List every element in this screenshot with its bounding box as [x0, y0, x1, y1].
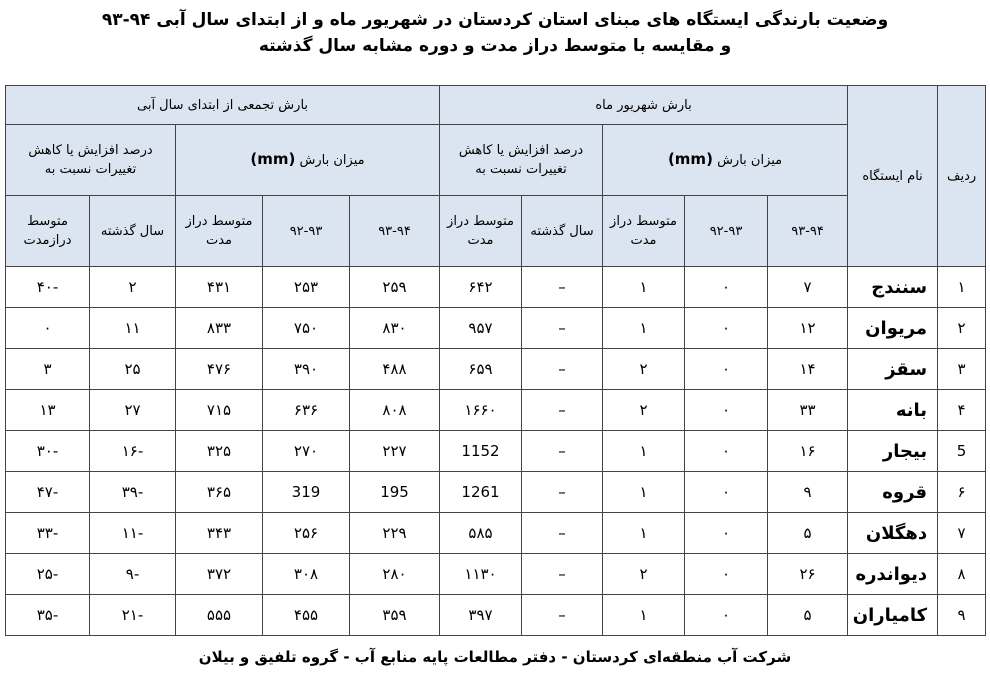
rain-amount-unit: (mm)	[667, 150, 713, 168]
mon-9394-cell: ۱۴	[768, 349, 848, 390]
col-header-cum-avg: متوسط دراز مدت	[176, 196, 263, 267]
row-number-cell: ۶	[938, 472, 986, 513]
cum-9394-cell: ۲۲۷	[350, 431, 440, 472]
mon-pct-avg-cell: 1152	[440, 431, 522, 472]
cum-pct-avg-cell: ۳	[6, 349, 90, 390]
mon-pct-last-cell: –	[522, 554, 603, 595]
cum-9293-cell: ۷۵۰	[263, 308, 350, 349]
col-header-cum-9394: ۹۳-۹۴	[350, 196, 440, 267]
row-number-cell: ۲	[938, 308, 986, 349]
cum-avg-cell: ۴۳۱	[176, 267, 263, 308]
cumulative-amount-header	[176, 125, 440, 196]
cum-pct-last-cell: -۲۱	[90, 595, 176, 636]
rain-amount-label: میزان بارش	[299, 153, 365, 168]
cum-avg-cell: ۳۷۲	[176, 554, 263, 595]
mon-avg-cell: ۱	[603, 431, 685, 472]
mon-9293-cell: ۰	[685, 431, 768, 472]
mon-9394-cell: ۵	[768, 513, 848, 554]
cum-9394-cell: ۸۰۸	[350, 390, 440, 431]
cum-avg-cell: ۷۱۵	[176, 390, 263, 431]
station-name-cell: کامیاران	[848, 595, 938, 636]
footer-source: شرکت آب منطقه‌ای کردستان - دفتر مطالعات پایه منابع آب - گروه تلفیق و بیلان	[198, 648, 792, 666]
cum-avg-cell: ۳۶۵	[176, 472, 263, 513]
cum-9293-cell: ۴۵۵	[263, 595, 350, 636]
cum-9293-cell: ۶۳۶	[263, 390, 350, 431]
mon-pct-avg-cell: ۳۹۷	[440, 595, 522, 636]
monthly-change-header: درصد افزایش یا کاهش تغییرات نسبت به	[440, 125, 603, 196]
col-header-cum-pct-avg: متوسط درازمدت	[6, 196, 90, 267]
mon-9293-cell: ۰	[685, 349, 768, 390]
cum-pct-avg-cell: -۴۰	[6, 267, 90, 308]
row-number-cell: ۷	[938, 513, 986, 554]
cum-pct-avg-cell: -۲۵	[6, 554, 90, 595]
cum-pct-last-cell: -۱۱	[90, 513, 176, 554]
rain-amount-unit: (mm)	[250, 150, 296, 168]
mon-9293-cell: ۰	[685, 267, 768, 308]
report-title-line1: وضعیت بارندگی ایستگاه های مبنای استان کردستان در شهریور ماه و از ابتدای سال آبی ۹۴-۹۳	[101, 10, 889, 30]
mon-9293-cell: ۰	[685, 595, 768, 636]
table-row	[6, 595, 986, 636]
row-number-cell: ۳	[938, 349, 986, 390]
cum-9293-cell: ۲۷۰	[263, 431, 350, 472]
station-header: نام ایستگاه	[848, 86, 938, 267]
station-name-cell: سنندج	[848, 267, 938, 308]
mon-avg-cell: ۲	[603, 390, 685, 431]
table-row	[6, 513, 986, 554]
mon-avg-cell: ۱	[603, 472, 685, 513]
row-number-header: ردیف	[938, 86, 986, 267]
mon-pct-last-cell: –	[522, 431, 603, 472]
station-name-cell: مریوان	[848, 308, 938, 349]
cum-pct-last-cell: ۲۵	[90, 349, 176, 390]
mon-9394-cell: ۱۶	[768, 431, 848, 472]
cumulative-group-header: بارش تجمعی از ابتدای سال آبی	[6, 86, 440, 125]
station-name-cell: سقز	[848, 349, 938, 390]
table-row	[6, 390, 986, 431]
mon-9293-cell: ۰	[685, 513, 768, 554]
station-name-cell: بیجار	[848, 431, 938, 472]
col-header-mon-pct-avg: متوسط دراز مدت	[440, 196, 522, 267]
mon-9394-cell: ۷	[768, 267, 848, 308]
mon-pct-last-cell: –	[522, 595, 603, 636]
mon-pct-last-cell: –	[522, 472, 603, 513]
mon-pct-avg-cell: ۱۱۳۰	[440, 554, 522, 595]
cum-pct-last-cell: -۳۹	[90, 472, 176, 513]
cum-9293-cell: ۳۹۰	[263, 349, 350, 390]
mon-9293-cell: ۰	[685, 390, 768, 431]
cum-9293-cell: ۳۰۸	[263, 554, 350, 595]
cum-pct-avg-cell: ۰	[6, 308, 90, 349]
cum-pct-last-cell: -۹	[90, 554, 176, 595]
rain-amount-label: میزان بارش	[717, 153, 783, 168]
mon-9293-cell: ۰	[685, 308, 768, 349]
mon-9293-cell: ۰	[685, 554, 768, 595]
cum-avg-cell: ۵۵۵	[176, 595, 263, 636]
table-row	[6, 554, 986, 595]
cum-9293-cell: ۲۵۳	[263, 267, 350, 308]
mon-avg-cell: ۲	[603, 349, 685, 390]
mon-pct-last-cell: –	[522, 308, 603, 349]
cum-9394-cell: 195	[350, 472, 440, 513]
table-row	[6, 431, 986, 472]
cum-9394-cell: ۳۵۹	[350, 595, 440, 636]
cum-pct-avg-cell: ۱۳	[6, 390, 90, 431]
mon-pct-avg-cell: ۵۸۵	[440, 513, 522, 554]
mon-pct-last-cell: –	[522, 513, 603, 554]
station-name-cell: دهگلان	[848, 513, 938, 554]
cum-avg-cell: ۳۴۳	[176, 513, 263, 554]
mon-pct-avg-cell: ۱۶۶۰	[440, 390, 522, 431]
mon-avg-cell: ۱	[603, 267, 685, 308]
mon-9394-cell: ۳۳	[768, 390, 848, 431]
col-header-mon-avg: متوسط دراز مدت	[603, 196, 685, 267]
mon-9394-cell: ۹	[768, 472, 848, 513]
cum-9394-cell: ۲۲۹	[350, 513, 440, 554]
mon-9394-cell: ۱۲	[768, 308, 848, 349]
cum-pct-last-cell: ۲۷	[90, 390, 176, 431]
cum-pct-last-cell: ۱۱	[90, 308, 176, 349]
mon-avg-cell: ۱	[603, 595, 685, 636]
cum-9394-cell: ۲۵۹	[350, 267, 440, 308]
station-name-cell: قروه	[848, 472, 938, 513]
station-name-cell: دیواندره	[848, 554, 938, 595]
mon-pct-avg-cell: ۹۵۷	[440, 308, 522, 349]
col-header-cum-pct-last: سال گذشته	[90, 196, 176, 267]
mon-pct-avg-cell: 1261	[440, 472, 522, 513]
cum-pct-last-cell: -۱۶	[90, 431, 176, 472]
table-row	[6, 349, 986, 390]
report-title-line2: و مقایسه با متوسط دراز مدت و دوره مشابه سال گذشته	[258, 36, 732, 56]
station-name-cell: بانه	[848, 390, 938, 431]
mon-9293-cell: ۰	[685, 472, 768, 513]
cum-pct-avg-cell: -۳۳	[6, 513, 90, 554]
mon-pct-avg-cell: ۶۵۹	[440, 349, 522, 390]
col-header-mon-9293: ۹۲-۹۳	[685, 196, 768, 267]
rainfall-table	[5, 85, 986, 636]
mon-avg-cell: ۱	[603, 513, 685, 554]
cum-pct-avg-cell: -۴۷	[6, 472, 90, 513]
cum-9394-cell: ۴۸۸	[350, 349, 440, 390]
mon-pct-avg-cell: ۶۴۲	[440, 267, 522, 308]
mon-pct-last-cell: –	[522, 390, 603, 431]
row-number-cell: ۹	[938, 595, 986, 636]
cum-9293-cell: 319	[263, 472, 350, 513]
table-row	[6, 308, 986, 349]
cum-pct-avg-cell: -۳۵	[6, 595, 90, 636]
cumulative-change-header: درصد افزایش یا کاهش تغییرات نسبت به	[6, 125, 176, 196]
mon-pct-last-cell: –	[522, 267, 603, 308]
monthly-group-header: بارش شهریور ماه	[440, 86, 848, 125]
col-header-cum-9293: ۹۲-۹۳	[263, 196, 350, 267]
col-header-mon-pct-last: سال گذشته	[522, 196, 603, 267]
cum-pct-avg-cell: -۳۰	[6, 431, 90, 472]
cum-avg-cell: ۸۳۳	[176, 308, 263, 349]
col-header-mon-9394: ۹۳-۹۴	[768, 196, 848, 267]
cum-9293-cell: ۲۵۶	[263, 513, 350, 554]
cum-9394-cell: ۸۳۰	[350, 308, 440, 349]
row-number-cell: ۱	[938, 267, 986, 308]
mon-pct-last-cell: –	[522, 349, 603, 390]
mon-avg-cell: ۲	[603, 554, 685, 595]
table-row	[6, 472, 986, 513]
row-number-cell: ۴	[938, 390, 986, 431]
mon-avg-cell: ۱	[603, 308, 685, 349]
cum-avg-cell: ۴۷۶	[176, 349, 263, 390]
row-number-cell: 5	[938, 431, 986, 472]
monthly-amount-header	[603, 125, 848, 196]
mon-9394-cell: ۲۶	[768, 554, 848, 595]
cum-pct-last-cell: ۲	[90, 267, 176, 308]
table-row	[6, 267, 986, 308]
row-number-cell: ۸	[938, 554, 986, 595]
cum-avg-cell: ۳۲۵	[176, 431, 263, 472]
mon-9394-cell: ۵	[768, 595, 848, 636]
cum-9394-cell: ۲۸۰	[350, 554, 440, 595]
